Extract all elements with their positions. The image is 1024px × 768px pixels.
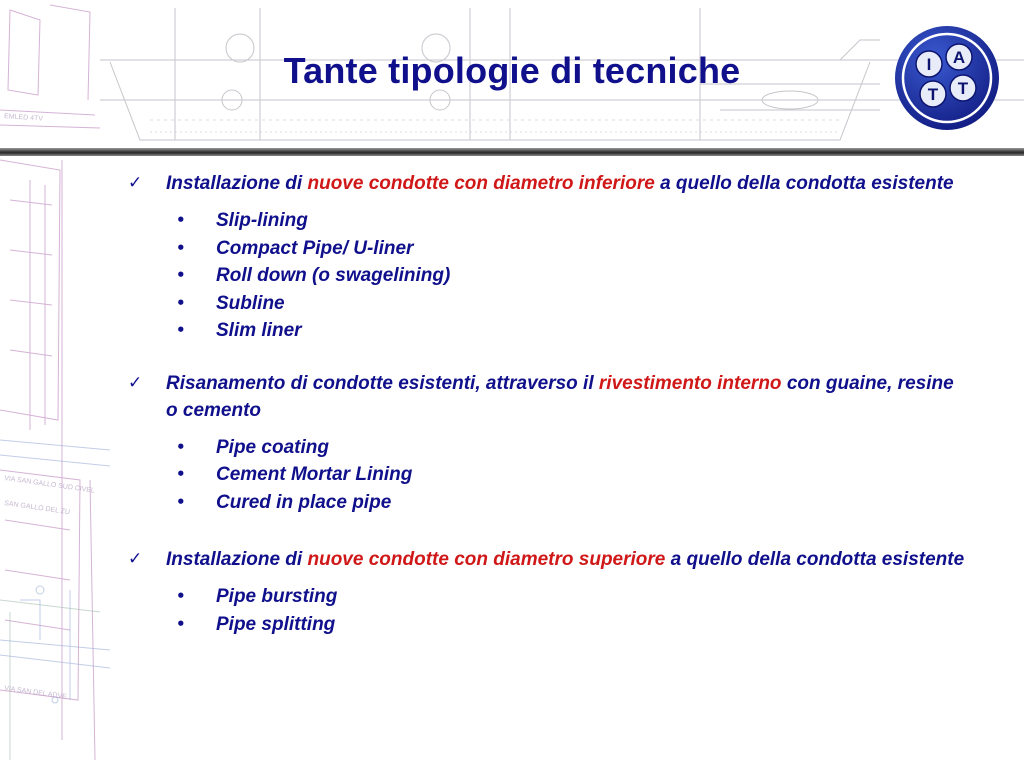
section-new-larger-pipes (128, 546, 968, 638)
item-label: Slip-lining (216, 210, 308, 231)
logo-letter: I (926, 55, 932, 74)
item-label: Cement Mortar Lining (216, 464, 413, 485)
bullet-icon: • (176, 266, 186, 284)
heading-rest: a quello della condotta esistente (654, 173, 954, 194)
heading-intro: Installazione di (166, 173, 308, 194)
svg-text:SAN GALLO DEL ZU: SAN GALLO DEL ZU (3, 500, 71, 517)
list-item (128, 235, 968, 263)
bullet-icon: • (176, 293, 186, 312)
bullet-icon: • (176, 238, 186, 257)
heading-highlight: nuove condotte con diametro inferiore (307, 173, 655, 194)
logo-letter: T (927, 85, 939, 104)
svg-text:EMLED 4TV: EMLED 4TV (3, 113, 44, 123)
technique-list (128, 207, 968, 345)
list-item (128, 461, 968, 489)
logo-letter: T (957, 79, 969, 98)
logo-letter: A (952, 48, 966, 67)
bullet-icon: • (176, 321, 186, 339)
heading-intro: Installazione di (166, 549, 308, 570)
item-label: Roll down (o swagelining) (216, 265, 451, 286)
checkmark-icon: ✓ (128, 372, 143, 393)
section-new-smaller-pipes (128, 170, 968, 345)
heading-highlight: rivestimento interno (598, 372, 782, 394)
item-label: Slim liner (216, 320, 302, 341)
section-heading (128, 370, 968, 424)
item-label: Pipe bursting (216, 586, 338, 607)
list-item (128, 583, 968, 611)
header (0, 0, 1024, 148)
item-label: Compact Pipe/ U-liner (216, 237, 414, 259)
bullet-icon: • (176, 492, 186, 511)
svg-text:VIA SAN GALLO SUD CIVEL: VIA SAN GALLO SUD CIVEL (3, 475, 96, 495)
heading-rest: con guaine, resine o cemento (166, 372, 954, 421)
list-item (128, 611, 968, 639)
checkmark-icon: ✓ (128, 549, 143, 569)
bullet-icon: • (176, 437, 186, 456)
item-label: Pipe coating (216, 436, 329, 458)
bullet-icon: • (176, 465, 186, 483)
section-heading (128, 546, 968, 573)
technique-list (128, 583, 968, 638)
item-label: Subline (216, 292, 285, 314)
item-label: Pipe splitting (216, 613, 336, 635)
heading-intro: Risanamento di condotte esistenti, attraverso il (166, 372, 599, 394)
list-item (128, 317, 968, 345)
heading-highlight: nuove condotte con diametro superiore (307, 549, 666, 570)
item-label: Cured in place pipe (216, 491, 392, 513)
checkmark-icon: ✓ (128, 173, 143, 193)
list-item (128, 207, 968, 235)
list-item (128, 489, 968, 517)
section-heading (128, 170, 968, 197)
bullet-icon: • (176, 587, 186, 605)
page-title: Tante tipologie di tecniche (283, 50, 741, 91)
header-divider (0, 148, 1024, 156)
bullet-icon: • (176, 211, 186, 229)
list-item (128, 434, 968, 462)
list-item (128, 290, 968, 318)
bullet-icon: • (176, 614, 186, 633)
section-internal-lining (128, 370, 968, 517)
technique-list (128, 434, 968, 517)
svg-text:VIA SAN DEL ADVE: VIA SAN DEL ADVE (3, 685, 68, 701)
list-item (128, 262, 968, 290)
heading-rest: a quello della condotta esistente (665, 549, 965, 570)
iatt-logo (893, 24, 1001, 132)
content (128, 170, 968, 638)
